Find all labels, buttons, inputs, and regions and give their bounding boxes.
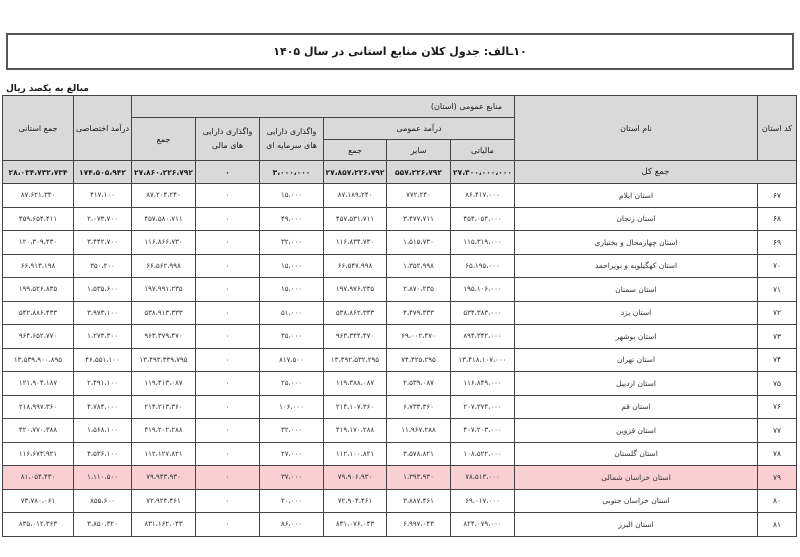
provincial-total: ۱۳،۵۳۹،۹۰۰،۸۹۵ <box>3 348 74 372</box>
table-row <box>3 395 797 419</box>
public-sum: ۴۵۷،۵۸۰،۷۱۱ <box>132 207 196 231</box>
province-code: ۷۰ <box>758 254 797 278</box>
capital-assets: ۱۵،۰۰۰ <box>260 254 324 278</box>
table-row <box>3 513 797 537</box>
total-row <box>3 161 797 184</box>
capital-assets: ۱۰۶،۰۰۰ <box>260 395 324 419</box>
revenue-sum: ۱۹۷،۹۷۶،۲۳۵ <box>324 278 387 302</box>
provincial-total: ۹۶۴،۶۵۲،۷۷۰ <box>3 325 74 349</box>
dedicated-revenue: ۴۶،۵۵۱،۱۰۰ <box>74 348 132 372</box>
other-revenue: ۴،۴۷۹،۳۳۳ <box>387 301 451 325</box>
revenue-sum: ۲۱۴،۱۰۷،۳۶۰ <box>324 395 387 419</box>
table-row <box>3 207 797 231</box>
capital-assets: ۱۵،۰۰۰ <box>260 184 324 208</box>
capital-assets: ۸۶،۰۰۰ <box>260 513 324 537</box>
header-provincial-total: جمع استانی <box>3 96 74 161</box>
other-revenue: ۶،۷۳۳،۳۶۰ <box>387 395 451 419</box>
financial-assets: ۰ <box>196 513 260 537</box>
tax-revenue: ۱۱۶،۸۴۹،۰۰۰ <box>451 372 515 396</box>
dedicated-revenue: ۴،۵۳۶،۱۰۰ <box>74 442 132 466</box>
dedicated-revenue: ۱،۵۶۸،۱۰۰ <box>74 419 132 443</box>
total-provincial-total: ۲۸،۰۳۴،۷۳۲،۷۳۴ <box>3 161 74 184</box>
total-public-sum: ۲۷،۸۶۰،۲۲۶،۷۹۲ <box>132 161 196 184</box>
province-name: استان خراسان شمالی <box>515 466 758 490</box>
other-revenue: ۱،۵۱۵،۷۳۰ <box>387 231 451 255</box>
tax-revenue: ۲۰۷،۳۷۴،۰۰۰ <box>451 395 515 419</box>
other-revenue: ۳،۸۸۷،۴۶۱ <box>387 489 451 513</box>
public-sum: ۱۱۲،۱۲۷،۸۲۱ <box>132 442 196 466</box>
province-name: استان سمنان <box>515 278 758 302</box>
financial-assets: ۰ <box>196 395 260 419</box>
table-row <box>3 231 797 255</box>
tax-revenue: ۶۹،۰۱۷،۰۰۰ <box>451 489 515 513</box>
province-code: ۷۵ <box>758 372 797 396</box>
capital-assets: ۳۵،۰۰۰ <box>260 325 324 349</box>
public-sum: ۱۹۷،۹۹۱،۲۳۵ <box>132 278 196 302</box>
revenue-sum: ۷۲،۹۰۴،۴۶۱ <box>324 489 387 513</box>
header-public-sum: جمع <box>132 118 196 161</box>
dedicated-revenue: ۱،۱۱۰،۵۰۰ <box>74 466 132 490</box>
public-sum: ۱۳،۴۹۳،۳۴۹،۷۹۵ <box>132 348 196 372</box>
province-name: استان زنجان <box>515 207 758 231</box>
dedicated-revenue: ۴،۷۸۴،۰۰۰ <box>74 395 132 419</box>
dedicated-revenue: ۳،۴۴۲،۷۰۰ <box>74 231 132 255</box>
financial-assets: ۰ <box>196 278 260 302</box>
financial-assets: ۰ <box>196 442 260 466</box>
province-name: استان یزد <box>515 301 758 325</box>
province-code: ۷۹ <box>758 466 797 490</box>
provincial-total: ۸۷،۶۲۱،۳۴۰ <box>3 184 74 208</box>
header-dedicated-revenue: درآمد اختصاصی <box>74 96 132 161</box>
document-title: ۱۰ـالف: جدول کلان منابع استانی در سال ۱۴۰۵ <box>6 33 794 70</box>
unit-note: مبالغ به یکصد ریال <box>6 84 89 94</box>
province-name: استان ایلام <box>515 184 758 208</box>
header-public-resources: منابع عمومی (استان) <box>132 96 515 118</box>
financial-assets: ۰ <box>196 301 260 325</box>
revenue-sum: ۴۵۷،۵۳۱،۷۱۱ <box>324 207 387 231</box>
capital-assets: ۲۵،۰۰۰ <box>260 372 324 396</box>
revenue-sum: ۴۱۹،۱۷۰،۲۸۸ <box>324 419 387 443</box>
province-name: استان کهگیلویه و بویراحمد <box>515 254 758 278</box>
header-tax: مالیاتی <box>451 140 515 161</box>
revenue-sum: ۵۳۸،۸۶۲،۳۳۳ <box>324 301 387 325</box>
revenue-sum: ۱۳،۴۹۲،۵۳۲،۲۹۵ <box>324 348 387 372</box>
total-other: ۵۵۷،۲۲۶،۷۹۲ <box>387 161 451 184</box>
revenue-sum: ۱۱۹،۳۸۸،۰۸۷ <box>324 372 387 396</box>
header-province-name: نام استان <box>515 96 758 161</box>
province-name: استان چهارمحال و بختیاری <box>515 231 758 255</box>
capital-assets: ۳۲،۰۰۰ <box>260 231 324 255</box>
table-row <box>3 278 797 302</box>
capital-assets: ۲۰،۰۰۰ <box>260 489 324 513</box>
capital-assets: ۴۹،۰۰۰ <box>260 207 324 231</box>
public-sum: ۷۹،۹۴۳،۹۳۰ <box>132 466 196 490</box>
tax-revenue: ۸۲۴،۰۷۹،۰۰۰ <box>451 513 515 537</box>
dedicated-revenue: ۲،۴۹۱،۱۰۰ <box>74 372 132 396</box>
table-row <box>3 301 797 325</box>
province-code: ۶۹ <box>758 231 797 255</box>
public-sum: ۴۱۹،۲۰۲،۲۸۸ <box>132 419 196 443</box>
header-province-code: کد استان <box>758 96 797 161</box>
provincial-total: ۱۲۰،۳۰۹،۴۳۰ <box>3 231 74 255</box>
header-other: سایر <box>387 140 451 161</box>
tax-revenue: ۱۱۵،۳۱۹،۰۰۰ <box>451 231 515 255</box>
tax-revenue: ۱۹۵،۱۰۶،۰۰۰ <box>451 278 515 302</box>
total-revenue-sum: ۲۷،۸۵۷،۲۲۶،۷۹۲ <box>324 161 387 184</box>
total-label: جمع کل <box>515 161 797 184</box>
tax-revenue: ۸۹۴،۳۴۲،۰۰۰ <box>451 325 515 349</box>
other-revenue: ۳،۴۷۷،۷۱۱ <box>387 207 451 231</box>
province-code: ۷۳ <box>758 325 797 349</box>
other-revenue: ۷۷۲،۲۴۰ <box>387 184 451 208</box>
provincial-total: ۵۴۲،۸۸۶،۴۳۳ <box>3 301 74 325</box>
header-general-revenue: درآمد عمومی <box>324 118 515 140</box>
public-sum: ۱۱۹،۴۱۳،۰۸۷ <box>132 372 196 396</box>
public-sum: ۷۲،۹۲۴،۴۶۱ <box>132 489 196 513</box>
total-tax: ۲۷،۳۰۰،۰۰۰،۰۰۰ <box>451 161 515 184</box>
dedicated-revenue: ۳۵۰،۲۰۰ <box>74 254 132 278</box>
tax-revenue: ۴۰۷،۲۰۳،۰۰۰ <box>451 419 515 443</box>
provincial-total: ۴۵۹،۶۵۴،۴۱۱ <box>3 207 74 231</box>
header-capital-assets: واگذاری دارایی های سرمایه ای <box>260 118 324 161</box>
other-revenue: ۳،۵۷۸،۸۲۱ <box>387 442 451 466</box>
other-revenue: ۱،۳۵۲،۹۹۸ <box>387 254 451 278</box>
dedicated-revenue: ۳،۸۵۰،۳۲۰ <box>74 513 132 537</box>
province-code: ۷۱ <box>758 278 797 302</box>
province-code: ۷۸ <box>758 442 797 466</box>
provincial-resources-table <box>2 95 797 537</box>
table-row <box>3 466 797 490</box>
financial-assets: ۰ <box>196 184 260 208</box>
table-row <box>3 419 797 443</box>
dedicated-revenue: ۱،۲۷۳،۳۰۰ <box>74 325 132 349</box>
revenue-sum: ۱۱۲،۱۰۰،۸۲۱ <box>324 442 387 466</box>
financial-assets: ۰ <box>196 207 260 231</box>
dedicated-revenue: ۲،۰۷۳،۷۰۰ <box>74 207 132 231</box>
province-code: ۶۸ <box>758 207 797 231</box>
province-name: استان قزوین <box>515 419 758 443</box>
provincial-total: ۴۲۰،۷۷۰،۳۸۸ <box>3 419 74 443</box>
capital-assets: ۵۱،۰۰۰ <box>260 301 324 325</box>
revenue-sum: ۸۳۱،۰۷۶،۰۴۳ <box>324 513 387 537</box>
financial-assets: ۰ <box>196 254 260 278</box>
dedicated-revenue: ۳،۹۷۳،۱۰۰ <box>74 301 132 325</box>
tax-revenue: ۱۰۸،۵۲۲،۰۰۰ <box>451 442 515 466</box>
financial-assets: ۰ <box>196 325 260 349</box>
financial-assets: ۰ <box>196 231 260 255</box>
tax-revenue: ۶۵،۱۹۵،۰۰۰ <box>451 254 515 278</box>
provincial-total: ۸۳۵،۰۱۲،۳۶۳ <box>3 513 74 537</box>
other-revenue: ۷۴،۴۲۵،۲۹۵ <box>387 348 451 372</box>
capital-assets: ۳۷،۰۰۰ <box>260 466 324 490</box>
financial-assets: ۰ <box>196 348 260 372</box>
revenue-sum: ۸۷،۱۸۹،۲۴۰ <box>324 184 387 208</box>
other-revenue: ۶۹،۰۰۲،۴۷۰ <box>387 325 451 349</box>
province-code: ۶۷ <box>758 184 797 208</box>
other-revenue: ۲،۵۳۹،۰۸۷ <box>387 372 451 396</box>
dedicated-revenue: ۸۵۵،۶۰۰ <box>74 489 132 513</box>
table-row <box>3 348 797 372</box>
provincial-total: ۷۳،۷۸۰،۰۶۱ <box>3 489 74 513</box>
capital-assets: ۳۲،۰۰۰ <box>260 419 324 443</box>
provincial-total: ۱۲۱،۹۰۴،۱۸۷ <box>3 372 74 396</box>
financial-assets: ۰ <box>196 466 260 490</box>
revenue-sum: ۹۶۳،۳۴۴،۴۷۰ <box>324 325 387 349</box>
other-revenue: ۲،۸۷۰،۲۳۵ <box>387 278 451 302</box>
revenue-sum: ۷۹،۹۰۶،۹۳۰ <box>324 466 387 490</box>
capital-assets: ۱۵،۰۰۰ <box>260 278 324 302</box>
other-revenue: ۱۱،۹۶۷،۲۸۸ <box>387 419 451 443</box>
public-sum: ۸۷،۲۰۴،۲۴۰ <box>132 184 196 208</box>
provincial-total: ۸۱،۰۵۴،۴۳۰ <box>3 466 74 490</box>
total-financial-assets: ۰ <box>196 161 260 184</box>
province-name: استان البرز <box>515 513 758 537</box>
province-name: استان اردبیل <box>515 372 758 396</box>
province-name: استان گلستان <box>515 442 758 466</box>
province-code: ۷۲ <box>758 301 797 325</box>
capital-assets: ۸۱۷،۵۰۰ <box>260 348 324 372</box>
table-row <box>3 489 797 513</box>
province-code: ۷۶ <box>758 395 797 419</box>
province-code: ۷۷ <box>758 419 797 443</box>
dedicated-revenue: ۴۱۷،۱۰۰ <box>74 184 132 208</box>
province-name: استان خراسان جنوبی <box>515 489 758 513</box>
provincial-total: ۶۶،۹۱۳،۱۹۸ <box>3 254 74 278</box>
province-name: استان بوشهر <box>515 325 758 349</box>
header-revenue-sum: جمع <box>324 140 387 161</box>
public-sum: ۲۱۴،۲۱۳،۳۶۰ <box>132 395 196 419</box>
tax-revenue: ۷۸،۵۱۳،۰۰۰ <box>451 466 515 490</box>
tax-revenue: ۱۳،۴۱۸،۱۰۷،۰۰۰ <box>451 348 515 372</box>
tax-revenue: ۵۳۴،۳۸۳،۰۰۰ <box>451 301 515 325</box>
province-code: ۸۱ <box>758 513 797 537</box>
financial-assets: ۰ <box>196 372 260 396</box>
other-revenue: ۶،۹۹۷،۰۴۳ <box>387 513 451 537</box>
tax-revenue: ۴۵۴،۰۵۴،۰۰۰ <box>451 207 515 231</box>
table-row <box>3 254 797 278</box>
financial-assets: ۰ <box>196 419 260 443</box>
header-financial-assets: واگذاری دارایی های مالی <box>196 118 260 161</box>
table-row <box>3 442 797 466</box>
financial-assets: ۰ <box>196 489 260 513</box>
total-capital-assets: ۳،۰۰۰،۰۰۰ <box>260 161 324 184</box>
tax-revenue: ۸۶،۴۱۷،۰۰۰ <box>451 184 515 208</box>
provincial-total: ۲۱۸،۹۹۷،۳۶۰ <box>3 395 74 419</box>
other-revenue: ۱،۳۹۳،۹۳۰ <box>387 466 451 490</box>
province-name: استان قم <box>515 395 758 419</box>
province-code: ۷۴ <box>758 348 797 372</box>
capital-assets: ۲۷،۰۰۰ <box>260 442 324 466</box>
public-sum: ۹۶۳،۳۷۹،۴۷۰ <box>132 325 196 349</box>
table-row <box>3 184 797 208</box>
provincial-total: ۱۹۹،۵۲۶،۸۳۵ <box>3 278 74 302</box>
table-row <box>3 372 797 396</box>
revenue-sum: ۱۱۶،۸۳۴،۷۳۰ <box>324 231 387 255</box>
public-sum: ۱۱۶،۸۶۶،۷۳۰ <box>132 231 196 255</box>
public-sum: ۶۶،۵۶۲،۹۹۸ <box>132 254 196 278</box>
provincial-total: ۱۱۶،۶۷۳،۹۲۱ <box>3 442 74 466</box>
total-dedicated-revenue: ۱۷۴،۵۰۵،۹۴۲ <box>74 161 132 184</box>
public-sum: ۸۳۱،۱۶۲،۰۴۳ <box>132 513 196 537</box>
public-sum: ۵۳۸،۹۱۳،۳۳۳ <box>132 301 196 325</box>
table-row <box>3 325 797 349</box>
province-code: ۸۰ <box>758 489 797 513</box>
revenue-sum: ۶۶،۵۴۷،۹۹۸ <box>324 254 387 278</box>
dedicated-revenue: ۱،۵۳۵،۶۰۰ <box>74 278 132 302</box>
province-name: استان تهران <box>515 348 758 372</box>
